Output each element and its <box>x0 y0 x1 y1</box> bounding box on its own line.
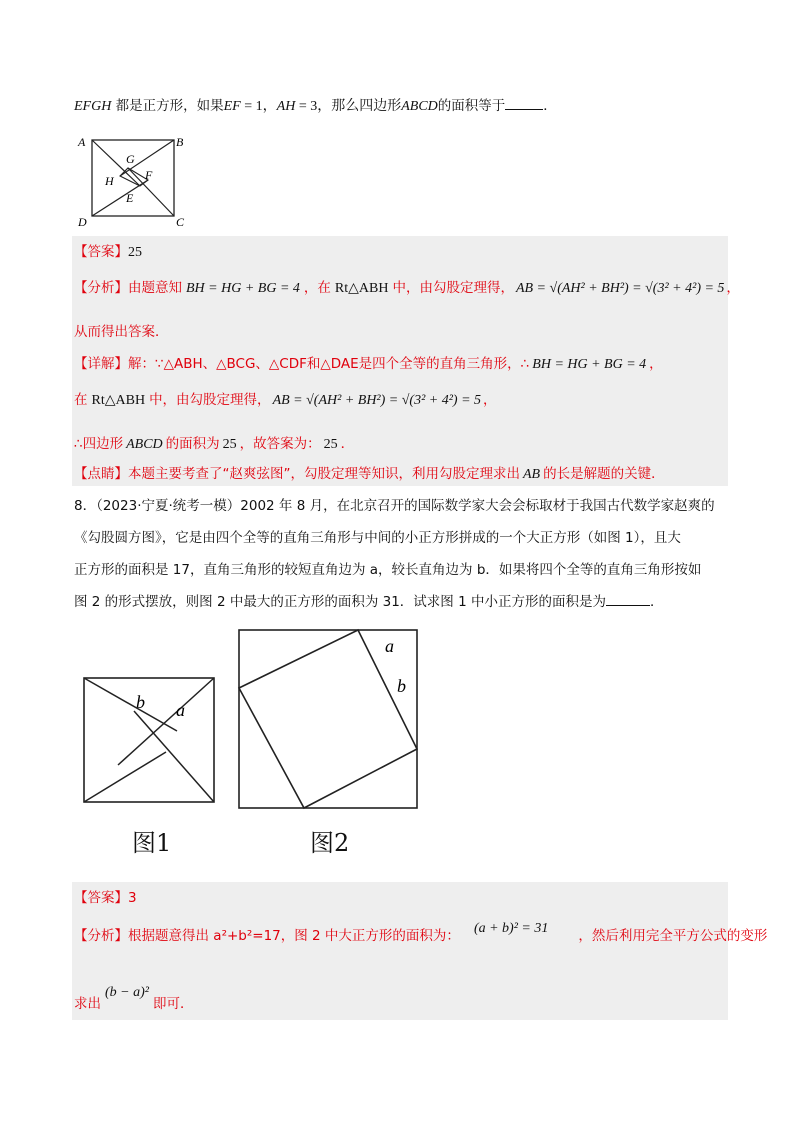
q8-answer-blank <box>606 593 650 606</box>
fig1-caption: 图1 <box>132 829 172 857</box>
q7-comment-line: 【点睛】本题主要考查了“赵爽弦图”，勾股定理等知识，利用勾股定理求出 AB 的长是解题的关键． <box>74 466 665 482</box>
q8-analysis-line2: 求出(b − a)²即可． <box>74 985 194 1012</box>
q8-line2: 《勾股圆方图》，它是由四个全等的直角三角形与中间的小正方形拼成的一个大正方形（如图 1），且大 <box>74 530 681 546</box>
analysis-eq2: AB = √(AH² + BH²) = √(3² + 4²) = 5 <box>515 281 725 296</box>
fig2-label-b: b <box>397 676 406 696</box>
analysis8-eq2: (b − a)² <box>105 985 149 1000</box>
q8-line3: 正方形的面积是 17，直角三角形的较短直角边为 a，较长直角边为 b．如果将四个全等的直角三角形按如 <box>74 562 702 578</box>
fig1-label-b: b <box>136 692 145 712</box>
q7-stem: EFGH 都是正方形，如果EF = 1，AH = 3，那么四边形ABCD的面积等于 ． <box>74 98 557 114</box>
q7-label-d: D <box>78 215 87 228</box>
answer-value: 25 <box>128 245 142 260</box>
q7-label-e: E <box>126 191 134 205</box>
comment-tag: 【点睛】 <box>74 466 128 482</box>
q7-analysis-line: 【分析】由题意知 BH = HG + BG = 4 ，在 Rt△ABH 中，由勾股定理得， AB = √(AH² + BH²) = √(3² + 4²) = 5 ， <box>74 280 740 296</box>
answer-value-8: 3 <box>128 890 137 906</box>
q7-detail-line2: 在 Rt△ABH 中，由勾股定理得， AB = √(AH² + BH²) = √(3² + 4²) = 5 ， <box>74 392 497 408</box>
fig1-label-a: a <box>176 700 185 720</box>
q7-detail-line: 【详解】解：∵△ABH、△BCG、△CDF和△DAE是四个全等的直角三角形，∴ BH = HG + BG = 4 ， <box>74 356 663 372</box>
answer-tag-8: 【答案】 <box>74 890 128 906</box>
q7-label-c: C <box>176 215 185 228</box>
q7-analysis-line2: 从而得出答案． <box>74 324 169 340</box>
q8-figure-1 <box>80 670 220 810</box>
q7-label-a: A <box>78 135 86 149</box>
analysis-tag-8: 【分析】 <box>74 928 128 944</box>
fig2-outer-square <box>239 630 417 808</box>
q7-answer-line <box>74 242 142 263</box>
q7-label-f: F <box>145 168 153 182</box>
q8-line1: 8．（2023·宁夏·统考一模）2002 年 8 月，在北京召开的国际数学家大会会标取材于我国古代数学家赵爽的 <box>74 498 715 514</box>
fig2-caption: 图2 <box>310 829 350 857</box>
fig2-tilted-square <box>239 630 417 808</box>
q7-efgh: EFGH <box>74 99 112 114</box>
q7-label-g: G <box>126 152 135 166</box>
q7-label-h: H <box>105 174 114 188</box>
q8-analysis-line: 【分析】根据题意得出 a²+b²=17，图 2 中大正方形的面积为： (a + b)² = 31 ，然后利用完全平方公式的变形 <box>74 921 768 944</box>
detail-tag: 【详解】 <box>74 356 128 372</box>
analysis-tag: 【分析】 <box>74 280 128 296</box>
q7-conclusion-line: ∴四边形 ABCD 的面积为 25 ，故答案为： 25 ． <box>74 436 355 452</box>
answer-tag: 【答案】 <box>74 244 128 260</box>
q8-line4: 图 2 的形式摆放，则图 2 中最大的正方形的面积为 31．试求图 1 中小正方形的面积是为 ． <box>74 594 664 610</box>
q7-answer-blank <box>505 97 543 110</box>
q8-answer-line <box>74 888 137 908</box>
analysis-eq1: BH = HG + BG = 4 <box>186 281 300 296</box>
analysis8-eq: (a + b)² = 31 <box>473 921 549 936</box>
fig2-label-a: a <box>385 636 394 656</box>
q7-figure <box>72 130 187 228</box>
q7-label-b: B <box>176 135 184 149</box>
q8-figure-2 <box>234 624 424 814</box>
